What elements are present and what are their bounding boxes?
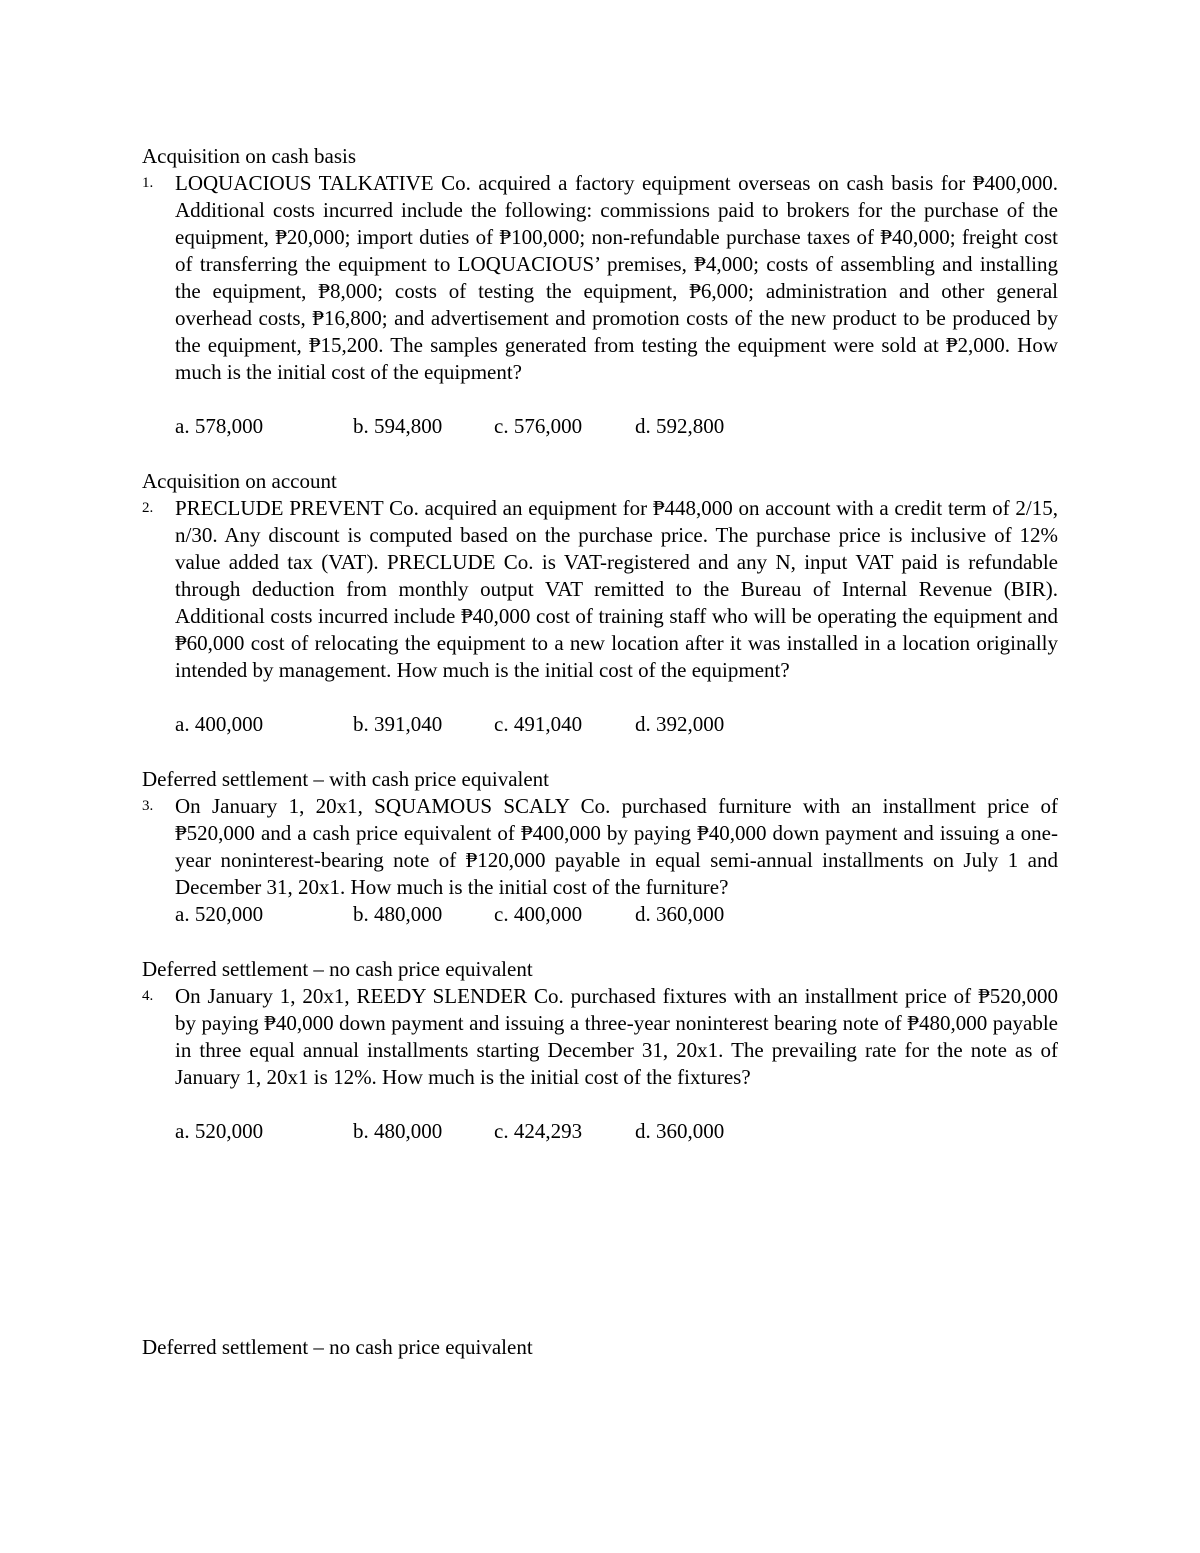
choice-a: a. 400,000 [175,712,264,736]
answer-choices-4 [175,1118,875,1145]
choice-b: b. 480,000 [353,1119,443,1143]
question-text-2: PRECLUDE PREVENT Co. acquired an equipment for ₱448,000 on account with a credit term of 2/15, n/30. Any discount is computed based on the purchase price. The purchase price is inclusive of 12% value added tax (VAT). PRECLUDE Co. is VAT-registered and any N, input VAT paid is refundable through deduction from monthly output VAT remitted to the Bureau of Internal Revenue (BIR). Additional costs incurred include ₱40,000 cost of training staff who will be operating the equipment and ₱60,000 cost of relocating the equipment to a new location after it was installed in a location originally intended by management. How much is the initial cost of the equipment? [175,496,1058,682]
section-heading-1: Acquisition on cash basis [142,144,357,168]
section-heading-4: Deferred settlement – no cash price equivalent [142,957,533,981]
choice-c: c. 576,000 [494,414,583,438]
section-heading-3: Deferred settlement – with cash price equivalent [142,767,549,791]
choice-c: c. 400,000 [494,902,583,926]
choice-d: d. 360,000 [635,1119,725,1143]
answer-choices-1 [175,413,875,440]
choice-a: a. 520,000 [175,902,264,926]
question-number-1: 1. [142,175,154,191]
choice-a: a. 578,000 [175,414,264,438]
section-heading-2: Acquisition on account [142,469,337,493]
choice-b: b. 594,800 [353,414,443,438]
question-number-4: 4. [142,988,154,1004]
choice-d: d. 360,000 [635,902,725,926]
question-number-3: 3. [142,798,154,814]
question-text-1: LOQUACIOUS TALKATIVE Co. acquired a factory equipment overseas on cash basis for ₱400,000. Additional costs incurred include the following: commissions paid to brokers for the purchase of the equipment, ₱20,000; import duties of ₱100,000; non-refundable purchase taxes of ₱40,000; freight cost of transferring the equipment to LOQUACIOUS’ premises, ₱4,000; costs of assembling and installing the equipment, ₱8,000; costs of testing the equipment, ₱6,000; administration and other general overhead costs, ₱16,800; and advertisement and promotion costs of the new product to be produced by the equipment, ₱15,200. The samples generated from testing the equipment were sold at ₱2,000. How much is the initial cost of the equipment? [175,171,1058,384]
choice-d: d. 392,000 [635,712,725,736]
choice-a: a. 520,000 [175,1119,264,1143]
choice-c: c. 424,293 [494,1119,583,1143]
question-number-2: 2. [142,500,154,516]
choice-d: d. 592,800 [635,414,725,438]
question-text-4: On January 1, 20x1, REEDY SLENDER Co. purchased fixtures with an installment price of ₱520,000 by paying ₱40,000 down payment and issuing a three-year noninterest bearing note of ₱480,000 payable in three equal annual installments starting December 31, 20x1. The prevailing rate for the note as of January 1, 20x1 is 12%. How much is the initial cost of the fixtures? [175,984,1058,1089]
question-text-3: On January 1, 20x1, SQUAMOUS SCALY Co. purchased furniture with an installment price of ₱520,000 and a cash price equivalent of ₱400,000 by paying ₱40,000 down payment and issuing a one-year noninterest-bearing note of ₱120,000 payable in equal semi-annual installments on July 1 and December 31, 20x1. How much is the initial cost of the furniture? [175,794,1058,899]
choice-b: b. 391,040 [353,712,443,736]
answer-choices-3 [175,901,875,928]
footer-section-heading: Deferred settlement – no cash price equivalent [142,1335,533,1359]
choice-c: c. 491,040 [494,712,583,736]
answer-choices-2 [175,711,875,738]
choice-b: b. 480,000 [353,902,443,926]
